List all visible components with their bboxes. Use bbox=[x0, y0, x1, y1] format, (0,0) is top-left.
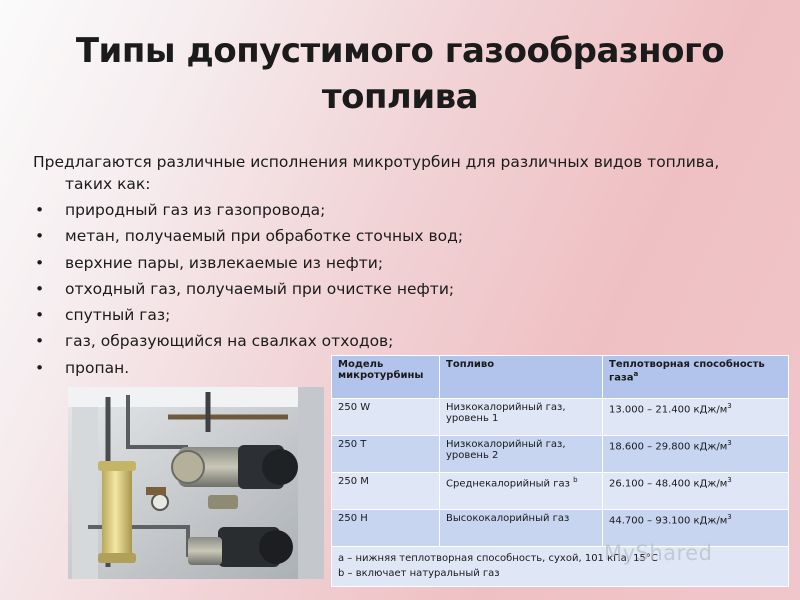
microturbine-photo bbox=[68, 387, 324, 579]
watermark-logo: MyShared bbox=[604, 541, 713, 565]
title-line-1: Типы допустимого газообразного bbox=[75, 31, 725, 71]
table-header-row bbox=[332, 356, 789, 399]
list-item: • отходный газ, получаемый при очистке нефти; bbox=[33, 276, 463, 302]
table-row bbox=[332, 510, 789, 547]
equipment-illustration bbox=[68, 387, 324, 579]
fuel-list bbox=[33, 197, 463, 381]
cell-value: 13.000 – 21.400 кДж/$м^3$ bbox=[603, 399, 789, 436]
table-row bbox=[332, 436, 789, 473]
cell-value: 26.100 – 48.400 кДж/$м^3$ bbox=[603, 473, 789, 510]
bullet-dot: • bbox=[35, 332, 45, 351]
cell-value: 18.600 – 29.800 кДж/$м^3$ bbox=[603, 436, 789, 473]
slide-title bbox=[0, 28, 800, 120]
note-a: a – нижняя теплотворная способность, сухой, 101 кПа, 15°C bbox=[338, 553, 658, 564]
list-item: • спутный газ; bbox=[33, 302, 463, 328]
bullet-dot: • bbox=[35, 358, 45, 377]
cell-model: 250 T bbox=[332, 436, 440, 473]
list-item: • верхние пары, извлекаемые из нефти; bbox=[33, 250, 463, 276]
intro-text bbox=[33, 151, 763, 195]
bullet-dot: • bbox=[35, 227, 45, 246]
note-b: b – включает натуральный газ bbox=[338, 568, 500, 579]
bullet-dot: • bbox=[35, 279, 45, 298]
list-item: • газ, образующийся на свалках отходов; bbox=[33, 328, 463, 354]
bullet-dot: • bbox=[35, 253, 45, 272]
cell-model: 250 W bbox=[332, 399, 440, 436]
cell-model: 250 M bbox=[332, 473, 440, 510]
cell-fuel: Высококалорийный газ bbox=[440, 510, 603, 547]
intro-line-2: таких как: bbox=[65, 175, 151, 193]
cell-fuel: Низкокалорийный газ, уровень 1 bbox=[440, 399, 603, 436]
cell-fuel: Низкокалорийный газ, уровень 2 bbox=[440, 436, 603, 473]
header-heat-value: Теплотворная способность газа$^a$ bbox=[603, 356, 789, 399]
intro-line-1: Предлагаются различные исполнения микротурбин для различных видов топлива, bbox=[33, 153, 720, 171]
bullet-dot: • bbox=[35, 306, 45, 325]
bullet-dot: • bbox=[35, 201, 45, 219]
cell-model: 250 H bbox=[332, 510, 440, 547]
cell-value: 44.700 – 93.100 кДж/$м^3$ bbox=[603, 510, 789, 547]
table-row bbox=[332, 399, 789, 436]
list-item: • пропан. bbox=[33, 355, 463, 381]
fuel-table bbox=[331, 355, 789, 587]
cell-fuel: Среднекалорийный газ $^b$ bbox=[440, 473, 603, 510]
title-line-2: топлива bbox=[321, 77, 479, 117]
table-row bbox=[332, 473, 789, 510]
table-notes bbox=[332, 547, 789, 587]
header-model: Модель микротурбины bbox=[332, 356, 440, 399]
list-item: • метан, получаемый при обработке сточных вод; bbox=[33, 223, 463, 249]
list-item: • природный газ из газопровода; bbox=[33, 197, 463, 223]
header-fuel: Топливо bbox=[440, 356, 603, 399]
table-notes-row bbox=[332, 547, 789, 587]
